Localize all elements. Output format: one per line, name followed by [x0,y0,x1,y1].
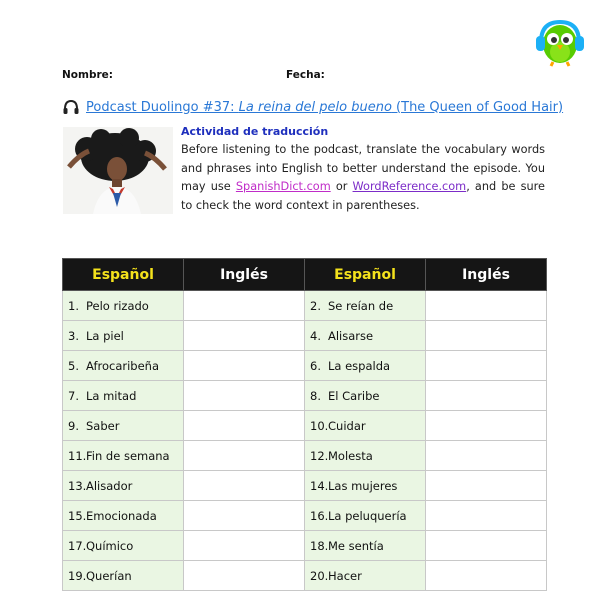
headphones-icon [62,98,80,116]
term-number: 11. [68,448,87,463]
spanish-term: Se reían de [328,298,394,313]
term-number: 10. [310,418,329,433]
podcast-title-suffix: (The Queen of Good Hair) [391,99,564,115]
spanish-term: Las mujeres [328,478,398,493]
table-row [63,381,547,411]
activity-title: Actividad de traducción [181,125,329,138]
term-number: 6. [310,358,321,373]
table-row [63,561,547,591]
spanish-term: Afrocaribeña [86,358,160,373]
spanish-term-cell [63,381,184,411]
wordreference-link[interactable]: WordReference.com [352,180,467,193]
term-number: 15. [68,508,87,523]
table-row [63,411,547,441]
table-row [63,501,547,531]
spanishdict-link[interactable]: SpanishDict.com [235,180,331,193]
spanish-term-cell [63,531,184,561]
name-date-row [62,69,562,83]
english-answer-cell[interactable] [184,321,305,351]
spanish-term: Hacer [328,568,362,583]
english-answer-cell[interactable] [426,351,547,381]
english-answer-cell[interactable] [184,411,305,441]
spanish-term-cell [305,531,426,561]
english-answer-cell[interactable] [184,501,305,531]
spanish-term-cell [305,501,426,531]
spanish-term: El Caribe [328,388,380,403]
spanish-term: Querían [86,568,132,583]
term-number: 12. [310,448,329,463]
spanish-term-cell [305,351,426,381]
spanish-term-cell [305,471,426,501]
header-ingles-right: Inglés [426,259,547,291]
english-answer-cell[interactable] [426,471,547,501]
podcast-title-italic: La reina del pelo bueno [238,99,392,115]
spanish-term: Cuidar [328,418,366,433]
english-answer-cell[interactable] [184,291,305,321]
vocabulary-table-header [63,259,547,291]
english-answer-cell[interactable] [184,531,305,561]
table-row [63,471,547,501]
spanish-term-cell [63,561,184,591]
spanish-term-cell [63,501,184,531]
term-number: 17. [68,538,87,553]
spanish-term-cell [305,321,426,351]
duolingo-owl-headphones-icon [531,12,589,68]
english-answer-cell[interactable] [426,321,547,351]
table-row [63,351,547,381]
term-number: 20. [310,568,329,583]
term-number: 8. [310,388,321,403]
podcast-link[interactable] [86,100,563,115]
spanish-term-cell [305,561,426,591]
term-number: 3. [68,328,79,343]
term-number: 9. [68,418,79,433]
spanish-term-cell [63,441,184,471]
term-number: 7. [68,388,79,403]
english-answer-cell[interactable] [426,291,547,321]
english-answer-cell[interactable] [426,381,547,411]
english-answer-cell[interactable] [184,471,305,501]
header-espanol-left: Español [63,259,184,291]
spanish-term: La mitad [86,388,137,403]
english-answer-cell[interactable] [426,501,547,531]
term-number: 19. [68,568,87,583]
spanish-term: La peluquería [328,508,407,523]
english-answer-cell[interactable] [184,351,305,381]
spanish-term-cell [305,411,426,441]
activity-body-part1: Before listening to the podcast, translate the vocabulary words and phrases into English to better understand the episode. You may use [181,143,545,193]
podcast-title-row [62,97,562,117]
activity-body-part2: , and be sure to check the word context in parentheses. [181,180,545,212]
activity-instructions [181,141,545,215]
term-number: 18. [310,538,329,553]
english-answer-cell[interactable] [426,561,547,591]
term-number: 1. [68,298,79,313]
spanish-term-cell [63,411,184,441]
spanish-term: Emocionada [86,508,157,523]
term-number: 13. [68,478,87,493]
term-number: 5. [68,358,79,373]
term-number: 14. [310,478,329,493]
spanish-term-cell [305,381,426,411]
spanish-term-cell [305,291,426,321]
spanish-term-cell [305,441,426,471]
spanish-term: Alisador [86,478,133,493]
spanish-term: Fin de semana [86,448,170,463]
vocabulary-table [62,258,547,591]
spanish-term: Químico [86,538,134,553]
podcast-title-prefix: Podcast Duolingo #37: [86,99,239,115]
spanish-term-cell [63,351,184,381]
english-answer-cell[interactable] [184,441,305,471]
fecha-label: Fecha: [286,69,325,81]
english-answer-cell[interactable] [184,561,305,591]
english-answer-cell[interactable] [426,411,547,441]
english-answer-cell[interactable] [426,441,547,471]
term-number: 2. [310,298,321,313]
spanish-term: La piel [86,328,124,343]
english-answer-cell[interactable] [184,381,305,411]
nombre-label: Nombre: [62,69,113,81]
table-row [63,531,547,561]
spanish-term: La espalda [328,358,391,373]
spanish-term-cell [63,471,184,501]
table-row [63,441,547,471]
spanish-term-cell [63,291,184,321]
header-ingles-left: Inglés [184,259,305,291]
english-answer-cell[interactable] [426,531,547,561]
table-row [63,291,547,321]
spanish-term: Saber [86,418,120,433]
activity-section [181,125,545,215]
spanish-term: Molesta [328,448,373,463]
header-espanol-right: Español [305,259,426,291]
spanish-term-cell [63,321,184,351]
spanish-term: Pelo rizado [86,298,149,313]
spanish-term: Alisarse [328,328,374,343]
podcast-photo [63,127,173,214]
spanish-term: Me sentía [328,538,384,553]
activity-or-text: or [330,180,353,193]
term-number: 4. [310,328,321,343]
term-number: 16. [310,508,329,523]
table-row [63,321,547,351]
